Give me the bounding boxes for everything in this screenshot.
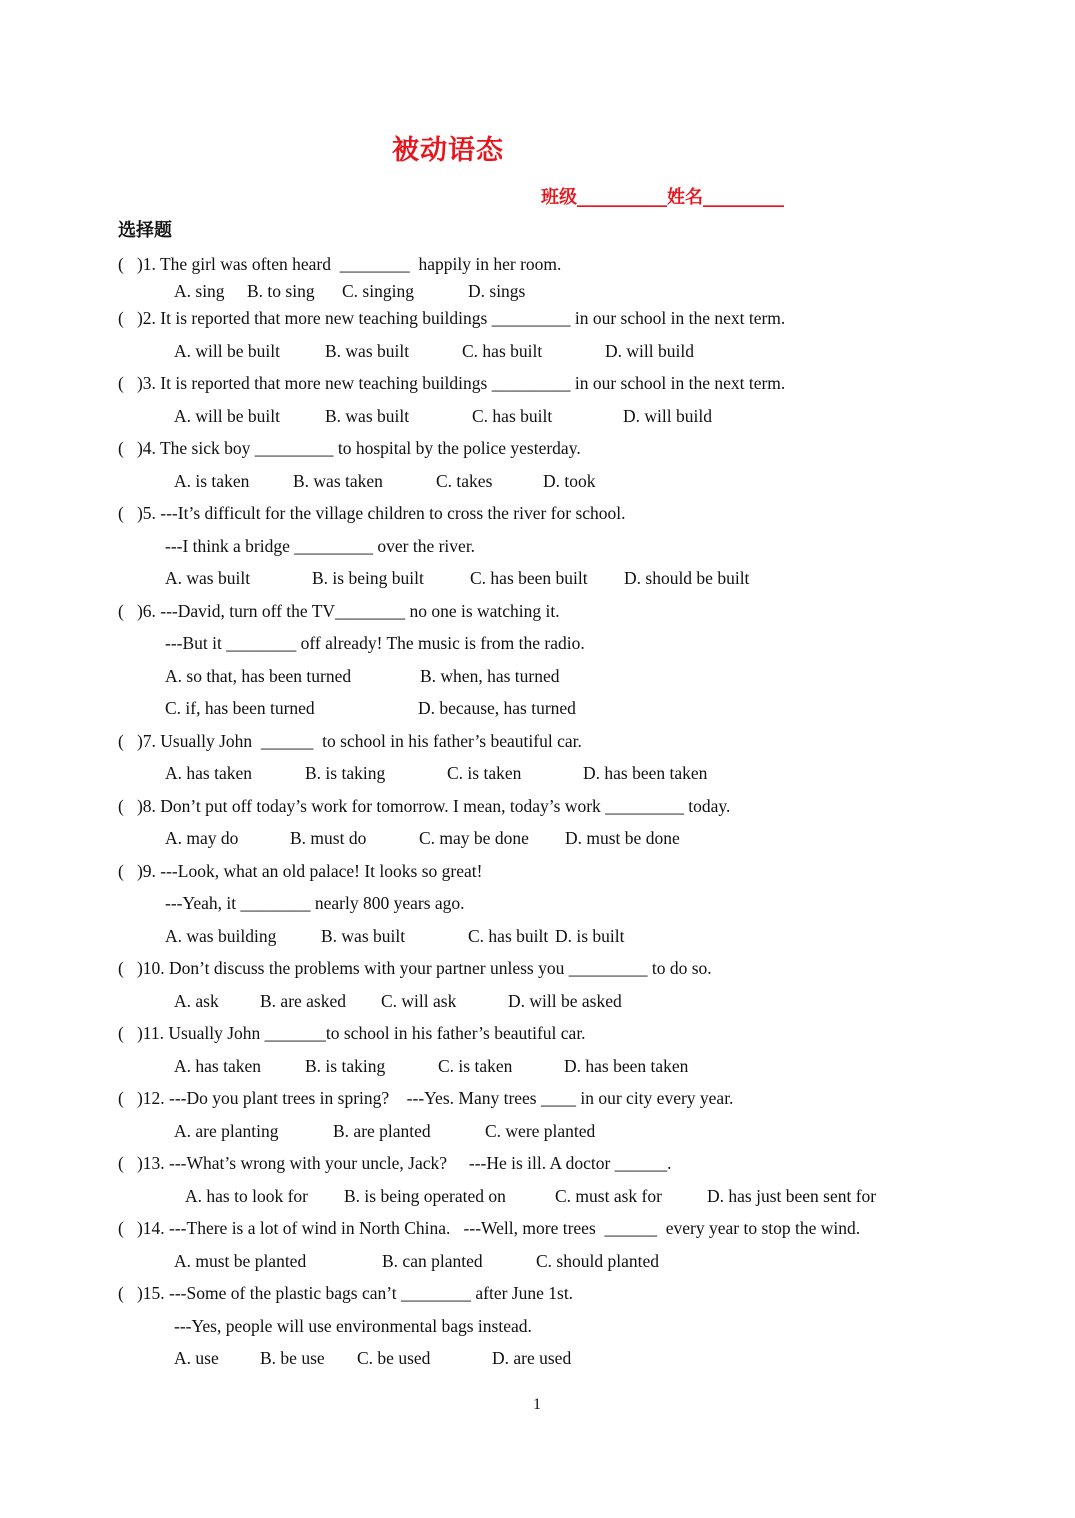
option: C. must ask for: [555, 1186, 662, 1206]
option: C. is taken: [447, 763, 522, 783]
option: D. has been taken: [564, 1056, 689, 1076]
option: B. be use: [260, 1348, 325, 1368]
option: D. are used: [492, 1348, 572, 1368]
question-14: ( )14. ---There is a lot of wind in North China. ---Well, more trees ______ every year to stop the wind.: [118, 1218, 861, 1238]
option: A. was building: [165, 926, 277, 946]
question-3: ( )3. It is reported that more new teaching buildings _________ in our school in the next term.: [118, 373, 786, 393]
option: D. will build: [605, 341, 694, 361]
option: B. is being operated on: [344, 1186, 506, 1206]
question-15: ( )15. ---Some of the plastic bags can’t ________ after June 1st.: [118, 1283, 574, 1303]
option: B. was built: [325, 406, 410, 426]
option: A. must be planted: [174, 1251, 307, 1271]
question-4: ( )4. The sick boy _________ to hospital by the police yesterday.: [118, 438, 581, 458]
class-label: 班级: [541, 187, 577, 208]
option: D. will be asked: [508, 991, 622, 1011]
option: D. sings: [468, 281, 526, 301]
name-blank: _________: [703, 187, 784, 208]
option: B. was taken: [293, 471, 383, 491]
option: B. was built: [325, 341, 410, 361]
option: C. takes: [436, 471, 493, 491]
section-heading: 选择题: [118, 220, 172, 241]
question-line: ---I think a bridge _________ over the river.: [165, 536, 476, 556]
option: A. is taken: [174, 471, 250, 491]
option: C. has been built: [470, 568, 588, 588]
page-number: 1: [533, 1396, 541, 1413]
option: A. are planting: [174, 1121, 279, 1141]
option: C. has built: [468, 926, 549, 946]
question-7: ( )7. Usually John ______ to school in his father’s beautiful car.: [118, 731, 582, 751]
option: D. is built: [555, 926, 625, 946]
option: C. singing: [342, 281, 414, 301]
option: B. can planted: [382, 1251, 483, 1271]
question-10: ( )10. Don’t discuss the problems with your partner unless you _________ to do so.: [118, 958, 712, 978]
option: A. has to look for: [185, 1186, 308, 1206]
class-blank: __________: [577, 187, 667, 208]
option: B. to sing: [247, 281, 315, 301]
name-label: 姓名: [667, 187, 703, 208]
option: B. is taking: [305, 763, 386, 783]
option: A. has taken: [174, 1056, 261, 1076]
option: C. will ask: [381, 991, 457, 1011]
question-11: ( )11. Usually John _______to school in his father’s beautiful car.: [118, 1023, 586, 1043]
question-12: ( )12. ---Do you plant trees in spring? ---Yes. Many trees ____ in our city every year.: [118, 1088, 734, 1108]
option: B. is taking: [305, 1056, 386, 1076]
option: B. is being built: [312, 568, 424, 588]
option: A. has taken: [165, 763, 252, 783]
page-title: 被动语态: [392, 135, 504, 166]
question-6: ( )6. ---David, turn off the TV________ no one is watching it.: [118, 601, 560, 621]
question-line: ---Yes, people will use environmental bags instead.: [174, 1316, 532, 1336]
option: C. be used: [357, 1348, 431, 1368]
option: B. was built: [321, 926, 406, 946]
question-9: ( )9. ---Look, what an old palace! It looks so great!: [118, 861, 483, 881]
question-line: ---Yeah, it ________ nearly 800 years ago.: [165, 893, 465, 913]
option: D. because, has turned: [418, 698, 576, 718]
option: D. will build: [623, 406, 712, 426]
option: D. has been taken: [583, 763, 708, 783]
option: A. ask: [174, 991, 219, 1011]
question-8: ( )8. Don’t put off today’s work for tomorrow. I mean, today’s work _________ today.: [118, 796, 731, 816]
question-line: ---But it ________ off already! The music is from the radio.: [165, 633, 585, 653]
question-13: ( )13. ---What’s wrong with your uncle, Jack? ---He is ill. A doctor ______.: [118, 1153, 672, 1173]
question-2: ( )2. It is reported that more new teaching buildings _________ in our school in the next term.: [118, 308, 786, 328]
question-1: ( )1. The girl was often heard ________ happily in her room.: [118, 254, 562, 274]
option: D. took: [543, 471, 596, 491]
option: A. will be built: [174, 406, 280, 426]
option: C. were planted: [485, 1121, 596, 1141]
option: A. was built: [165, 568, 251, 588]
option: C. may be done: [419, 828, 529, 848]
option: B. are planted: [333, 1121, 431, 1141]
option: B. must do: [290, 828, 367, 848]
question-5: ( )5. ---It’s difficult for the village children to cross the river for school.: [118, 503, 626, 523]
option: C. has built: [462, 341, 543, 361]
option: A. so that, has been turned: [165, 666, 352, 686]
option: A. will be built: [174, 341, 280, 361]
option: A. may do: [165, 828, 239, 848]
option: D. should be built: [624, 568, 750, 588]
class-name-line: [541, 189, 784, 207]
option: B. when, has turned: [420, 666, 560, 686]
option: D. has just been sent for: [707, 1186, 877, 1206]
option: C. has built: [472, 406, 553, 426]
option: C. is taken: [438, 1056, 513, 1076]
option: A. use: [174, 1348, 219, 1368]
option: D. must be done: [565, 828, 680, 848]
option: B. are asked: [260, 991, 347, 1011]
option: A. sing: [174, 281, 225, 301]
option: C. should planted: [536, 1251, 659, 1271]
option: C. if, has been turned: [165, 698, 315, 718]
